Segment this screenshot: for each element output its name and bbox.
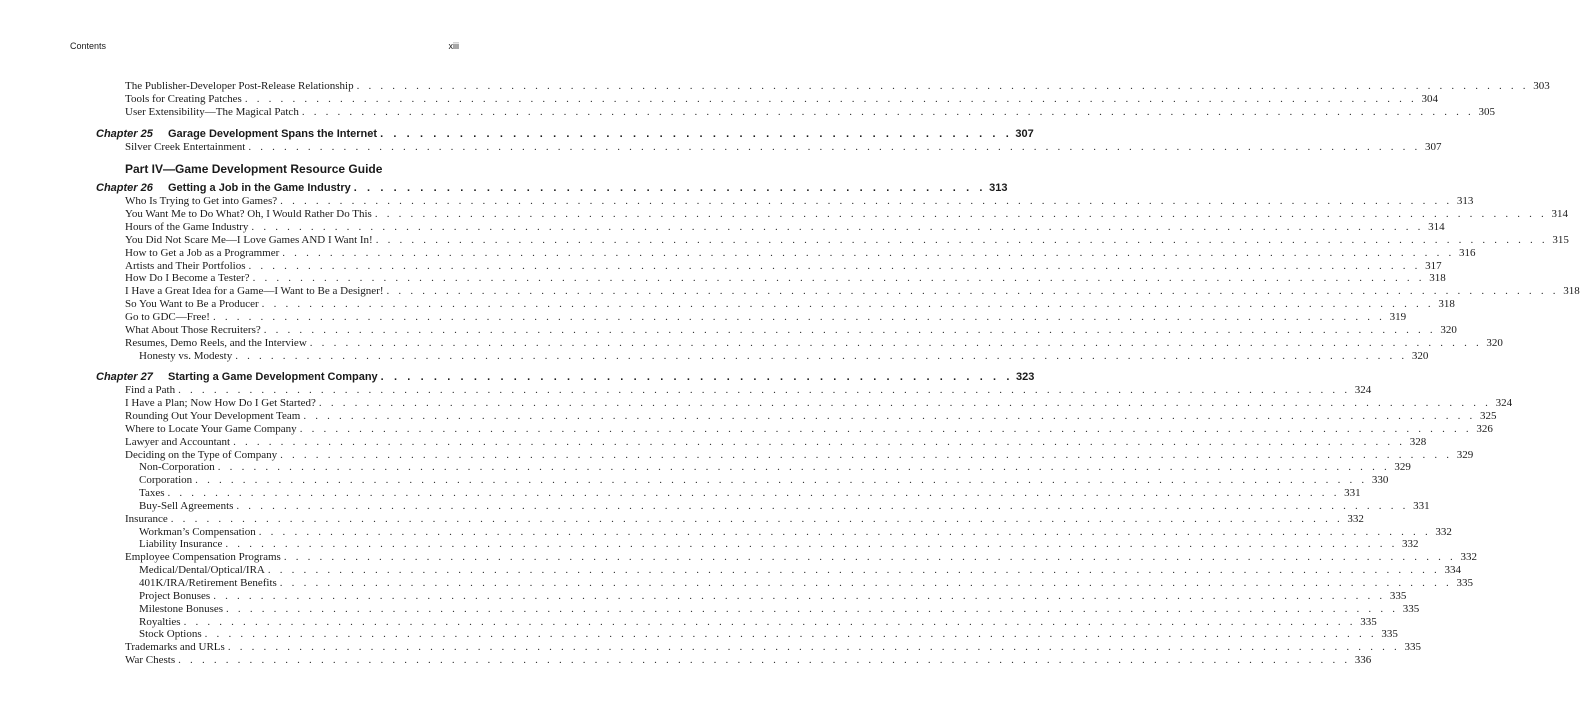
entry-page: 325 xyxy=(1479,410,1497,423)
entry-page: 335 xyxy=(1456,577,1473,589)
dot-leader xyxy=(264,324,1436,337)
dot-leader xyxy=(225,538,1397,551)
entry-title: Deciding on the Type of Company xyxy=(125,448,278,461)
entry-page: 332 xyxy=(1460,551,1477,564)
toc-entry xyxy=(96,461,1411,474)
toc-entry xyxy=(96,410,1497,423)
toc-entry xyxy=(96,512,1364,526)
entry-title: Insurance xyxy=(125,512,168,525)
toc-entry xyxy=(96,310,1407,324)
toc-entry xyxy=(96,602,1420,616)
entry-page: 332 xyxy=(1402,538,1419,551)
entry-title: What About Those Recruiters? xyxy=(125,323,261,336)
entries-group xyxy=(96,384,1513,667)
toc-entry xyxy=(96,654,1372,667)
toc-entry xyxy=(96,195,1474,208)
entry-page: 328 xyxy=(1409,435,1427,448)
entry-title: I Have a Great Idea for a Game—I Want to Be a Designer! xyxy=(125,285,384,298)
dot-leader xyxy=(195,474,1367,487)
entry-title: I Have a Plan; Now How Do I Get Started? xyxy=(125,397,316,410)
dot-leader xyxy=(253,272,1425,285)
toc-entry xyxy=(96,246,1476,260)
dot-leader xyxy=(310,337,1482,350)
table-of-contents xyxy=(96,80,1580,667)
entry-title: How to Get a Job as a Programmer xyxy=(125,246,280,259)
dot-leader xyxy=(319,397,1491,410)
toc-entry xyxy=(96,422,1493,436)
entry-title: Resumes, Demo Reels, and the Interview xyxy=(125,336,307,349)
entry-page: 335 xyxy=(1389,589,1407,602)
toc-entry xyxy=(96,349,1429,363)
entries-group xyxy=(96,140,1442,154)
running-head-title: Contents xyxy=(70,41,107,51)
entry-page: 316 xyxy=(1458,246,1476,259)
entry-page: 318 xyxy=(1563,285,1580,298)
entry-page: 317 xyxy=(1425,259,1442,272)
toc-entry xyxy=(96,525,1452,539)
running-head xyxy=(70,41,459,51)
entry-title: 401K/IRA/Retirement Benefits xyxy=(139,577,277,589)
dot-leader xyxy=(354,181,986,195)
dot-leader xyxy=(262,298,1434,311)
toc-entry xyxy=(96,336,1503,350)
dot-leader xyxy=(280,195,1452,208)
toc-entry xyxy=(96,105,1495,119)
entry-page: 320 xyxy=(1411,349,1429,362)
toc-entry xyxy=(96,538,1419,551)
entry-title: Trademarks and URLs xyxy=(125,641,225,654)
dot-leader xyxy=(387,285,1559,298)
toc-entry xyxy=(96,259,1442,273)
entry-page: 304 xyxy=(1421,92,1438,105)
dot-leader xyxy=(213,590,1385,603)
entry-page: 314 xyxy=(1551,208,1568,221)
dot-leader xyxy=(171,513,1343,526)
entry-title: Employee Compensation Programs xyxy=(125,551,281,564)
toc-entry xyxy=(96,384,1372,397)
entry-title: You Want Me to Do What? Oh, I Would Rather Do This xyxy=(125,208,372,221)
toc-entry xyxy=(96,487,1361,500)
entry-title: Workman’s Compensation xyxy=(139,525,256,538)
entry-page: 318 xyxy=(1429,272,1446,285)
entry-page: 334 xyxy=(1444,564,1462,577)
toc-entry xyxy=(96,499,1430,513)
chapter-heading xyxy=(96,181,1008,195)
entry-title: Milestone Bonuses xyxy=(139,602,224,615)
dot-leader xyxy=(381,370,1013,384)
entry-title: Lawyer and Accountant xyxy=(125,435,231,448)
dot-leader xyxy=(205,628,1377,641)
toc-entry xyxy=(96,140,1442,154)
entry-title: Corporation xyxy=(139,474,193,487)
entry-title: Go to GDC—Free! xyxy=(125,310,210,323)
dot-leader xyxy=(168,487,1340,500)
chapter-number: Chapter 27 xyxy=(96,371,153,384)
dot-leader xyxy=(259,526,1431,539)
dot-leader xyxy=(233,436,1405,449)
entry-title: So You Want to Be a Producer xyxy=(125,298,259,311)
dot-leader xyxy=(268,564,1440,577)
entry-page: 335 xyxy=(1402,602,1420,615)
entry-title: The Publisher-Developer Post-Release Relationship xyxy=(125,80,354,92)
entry-title: You Did Not Scare Me—I Love Games AND I Want In! xyxy=(125,233,373,246)
entry-page: 318 xyxy=(1438,298,1455,311)
chapter-title: Garage Development Spans the Internet xyxy=(168,127,378,140)
toc-entry xyxy=(96,615,1377,629)
entry-page: 335 xyxy=(1381,628,1398,641)
dot-leader xyxy=(375,208,1547,221)
entry-title: Liability Insurance xyxy=(139,538,223,551)
dot-leader xyxy=(236,500,1408,513)
dot-leader xyxy=(228,641,1400,654)
dot-leader xyxy=(235,350,1407,363)
entry-page: 326 xyxy=(1476,422,1493,435)
toc-entry xyxy=(96,285,1580,298)
dot-leader xyxy=(248,141,1420,154)
entry-page: 307 xyxy=(1425,140,1442,153)
dot-leader xyxy=(300,423,1472,436)
dot-leader xyxy=(303,410,1475,423)
page-number: xiii xyxy=(448,41,459,51)
dot-leader xyxy=(226,603,1398,616)
dot-leader xyxy=(282,247,1454,260)
chapter-heading xyxy=(96,127,1034,141)
entry-page: 315 xyxy=(1552,233,1569,246)
entry-page: 324 xyxy=(1495,397,1513,410)
toc-entry xyxy=(96,298,1455,311)
toc-entry xyxy=(96,628,1398,641)
entry-page: 324 xyxy=(1354,384,1372,397)
chapter-number: Chapter 26 xyxy=(96,182,153,195)
entry-page: 335 xyxy=(1404,641,1421,654)
toc-entry xyxy=(96,92,1438,106)
entry-page: 331 xyxy=(1344,487,1361,500)
entry-title: Artists and Their Portfolios xyxy=(125,259,246,272)
toc-entry xyxy=(96,233,1569,247)
entry-page: 313 xyxy=(1456,195,1474,208)
entry-title: Hours of the Game Industry xyxy=(125,221,249,234)
entry-page: 320 xyxy=(1440,323,1457,336)
toc-entry xyxy=(96,272,1446,285)
entry-title: Stock Options xyxy=(139,628,202,641)
entry-title: Medical/Dental/Optical/IRA xyxy=(139,564,265,577)
entry-page: 330 xyxy=(1371,474,1389,487)
dot-leader xyxy=(248,260,1420,273)
entries-group xyxy=(96,80,1550,119)
dot-leader xyxy=(284,551,1456,564)
toc-entry xyxy=(96,221,1445,234)
toc-entry xyxy=(96,589,1407,603)
dot-leader xyxy=(218,461,1390,474)
entry-page: 329 xyxy=(1456,448,1474,461)
entry-page: 305 xyxy=(1478,105,1495,118)
dot-leader xyxy=(251,221,1423,234)
toc-entry xyxy=(96,474,1389,487)
entry-title: Non-Corporation xyxy=(139,461,215,474)
dot-leader xyxy=(357,80,1529,93)
entry-page: 335 xyxy=(1360,615,1377,628)
chapter-page: 313 xyxy=(989,182,1008,195)
entry-title: Rounding Out Your Development Team xyxy=(125,410,301,423)
entry-title: War Chests xyxy=(125,654,176,667)
entry-page: 332 xyxy=(1347,512,1364,525)
dot-leader xyxy=(178,384,1350,397)
toc-entry xyxy=(96,641,1421,654)
entry-title: Project Bonuses xyxy=(139,589,211,602)
entry-page: 320 xyxy=(1486,336,1503,349)
toc-entry xyxy=(96,551,1477,564)
chapter-title: Getting a Job in the Game Industry xyxy=(168,182,351,195)
chapter-title: Starting a Game Development Company xyxy=(168,371,378,384)
entry-title: Buy-Sell Agreements xyxy=(139,499,234,512)
entry-page: 331 xyxy=(1413,499,1430,512)
dot-leader xyxy=(380,127,1012,141)
entry-title: Where to Locate Your Game Company xyxy=(125,422,297,435)
toc-entry xyxy=(96,448,1474,462)
chapter-page: 323 xyxy=(1016,371,1035,384)
toc-entry xyxy=(96,208,1568,221)
entry-title: Find a Path xyxy=(125,384,176,397)
entry-page: 336 xyxy=(1354,654,1372,667)
entry-page: 319 xyxy=(1389,310,1407,323)
entry-title: Honesty vs. Modesty xyxy=(139,349,233,362)
part-heading: Part IV—Game Development Resource Guide xyxy=(125,162,383,177)
entry-title: Royalties xyxy=(139,615,181,628)
dot-leader xyxy=(184,616,1356,629)
dot-leader xyxy=(376,234,1548,247)
dot-leader xyxy=(280,577,1452,590)
toc-entry xyxy=(96,435,1427,449)
dot-leader xyxy=(302,106,1474,119)
chapter-number: Chapter 25 xyxy=(96,127,153,140)
chapter-heading xyxy=(96,370,1035,384)
entry-title: Tools for Creating Patches xyxy=(125,92,242,105)
dot-leader xyxy=(178,654,1350,667)
toc-entry xyxy=(96,397,1513,410)
entry-page: 329 xyxy=(1394,461,1411,474)
entry-page: 314 xyxy=(1428,221,1445,234)
entry-page: 303 xyxy=(1533,80,1550,92)
chapter-page: 307 xyxy=(1015,127,1034,140)
toc-entry xyxy=(96,564,1462,577)
entry-page: 332 xyxy=(1435,525,1452,538)
dot-leader xyxy=(213,311,1385,324)
entry-title: Who Is Trying to Get into Games? xyxy=(125,195,278,208)
entry-title: Silver Creek Entertainment xyxy=(125,140,246,153)
toc-entry xyxy=(96,577,1473,590)
entries-group xyxy=(96,195,1580,362)
entry-title: How Do I Become a Tester? xyxy=(125,272,250,285)
toc-entry xyxy=(96,80,1550,93)
entry-title: User Extensibility—The Magical Patch xyxy=(125,105,299,118)
dot-leader xyxy=(245,93,1417,106)
toc-entry xyxy=(96,323,1457,337)
dot-leader xyxy=(280,449,1452,462)
entry-title: Taxes xyxy=(139,487,165,500)
